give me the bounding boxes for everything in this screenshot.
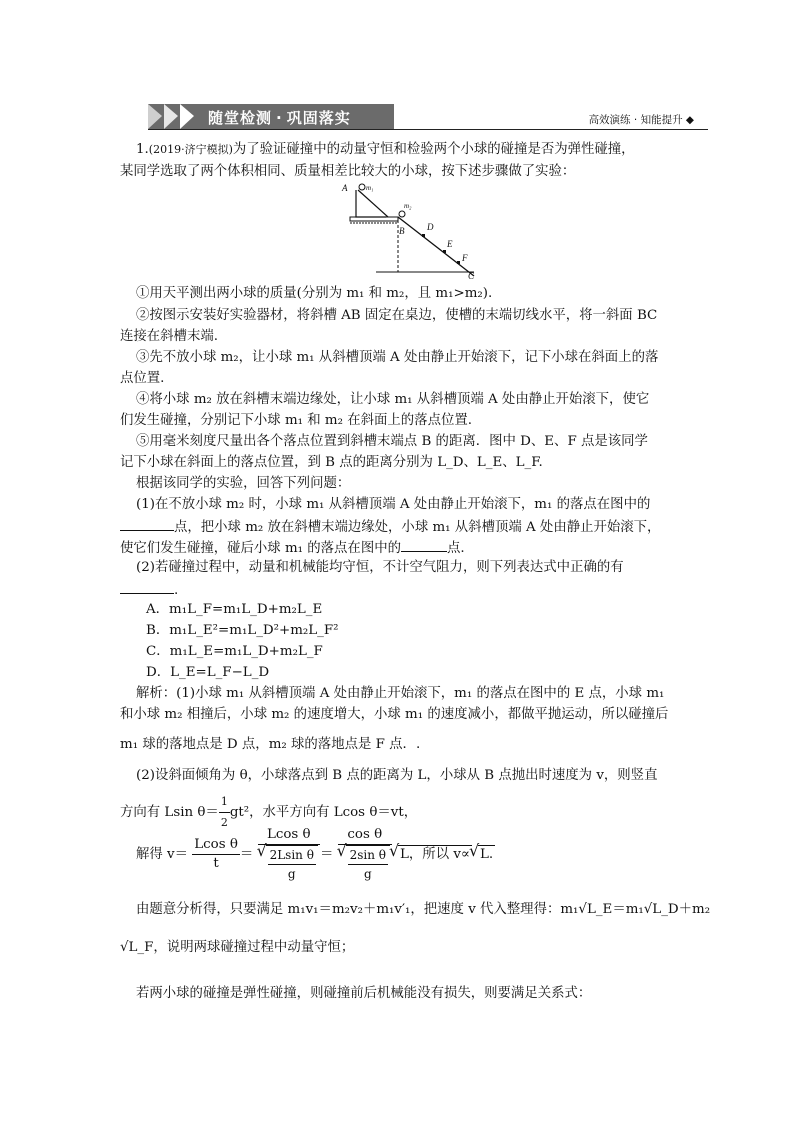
label-m2: m₂ [404, 202, 412, 210]
answer-blank-2[interactable] [401, 537, 447, 552]
step-5-cont: 记下小球在斜面上的落点位置，到 B 点的距离分别为 L_D、L_E、L_F. [120, 455, 543, 470]
label-d: D [427, 222, 434, 232]
chevron-icon [180, 104, 194, 129]
option-a: A．m₁L_F=m₁L_D+m₂L_E [146, 602, 323, 617]
solution-2: (2)设斜面倾角为 θ，小球落点到 B 点的距离为 L，小球从 B 点抛出时速度为 v，则竖直 [136, 768, 658, 783]
label-m1: m₁ [366, 184, 374, 192]
q2-line2: . [120, 579, 178, 601]
chevron-icon [164, 104, 178, 129]
solution-2b: 方向有 Lsin θ＝ $\frac{1}{2}$ gt²，水平方向有 Lcos θ＝vt， [120, 792, 417, 833]
point-e [443, 250, 446, 253]
diamond-icon: ◆ [685, 114, 694, 126]
step-2: ②按图示安装好实验器材，将斜槽 AB 固定在桌边，使槽的末端切线水平，将一斜面 BC [136, 308, 658, 323]
label-a: A [342, 183, 348, 193]
q1-line2: 点，把小球 m₂ 放在斜槽末端边缘处，小球 m₁ 从斜槽顶端 A 处由静止开始滚下， [120, 516, 660, 538]
banner-title: 随堂检测 · 巩固落实 [208, 109, 351, 127]
option-d: D．L_E=L_F−L_D [146, 665, 270, 680]
solution-1b: 和小球 m₂ 相撞后，小球 m₂ 的速度增大，小球 m₁ 的速度减小，都做平抛运动，所以碰撞后 [120, 707, 669, 722]
question-intro-2: 某同学选取了两个体积相同、质量相差比较大的小球，按下述步骤做了实验： [120, 164, 576, 179]
point-d [422, 234, 425, 237]
chute [356, 190, 386, 217]
header-rule [148, 129, 708, 130]
step-2-cont: 连接在斜槽末端. [120, 329, 218, 344]
experiment-figure [336, 180, 486, 280]
solution-3: 解得 v＝ $\frac{\text{Lcos θ}}{t}$ ＝ Lcos θ √ $\frac{\text{2Lsin θ}}{g}$ ＝ cos θ √ $\frac{\text{2sin θ}}{g}$ √ L，所以 v∝√ L. [136, 826, 495, 883]
header-right-tag: 高效演练 · 知能提升 ◆ [588, 114, 694, 126]
solution-5: 若两小球的碰撞是弹性碰撞，则碰撞前后机械能没有损失，则要满足关系式： [136, 986, 592, 1001]
step-6: 根据该同学的实验，回答下列问题： [136, 476, 351, 491]
label-c: C [468, 271, 475, 280]
chevron-icon [148, 104, 162, 129]
q2-line1: (2)若碰撞过程中，动量和机械能均守恒，不计空气阻力，则下列表达式中正确的有 [136, 560, 624, 575]
option-c: C．m₁L_E=m₁L_D+m₂L_F [146, 644, 323, 659]
step-5: ⑤用毫米刻度尺量出各个落点位置到斜槽末端点 B 的距离．图中 D、E、F 点是该同学 [136, 434, 648, 449]
table-surface [350, 217, 398, 221]
step-3: ③先不放小球 m₂，让小球 m₁ 从斜槽顶端 A 处由静止开始滚下，记下小球在斜面上的落 [136, 350, 659, 365]
solution-4b: √L_F，说明两球碰撞过程中动量守恒； [120, 940, 355, 955]
ball-m2 [399, 211, 405, 217]
section-banner [148, 104, 394, 129]
step-4-cont: 们发生碰撞，分别记下小球 m₁ 和 m₂ 在斜面上的落点位置. [120, 413, 473, 428]
solution-1: 解析：(1)小球 m₁ 从斜槽顶端 A 处由静止开始滚下，m₁ 的落点在图中的 E 点，小球 m₁ [136, 686, 665, 701]
answer-blank-1[interactable] [120, 516, 174, 531]
question-intro: 1.(2019·济宁模拟)为了验证碰撞中的动量守恒和检验两个小球的碰撞是否为弹性碰撞， [136, 142, 635, 157]
label-b: B [399, 226, 405, 236]
chute-slope [358, 190, 388, 217]
q1-line1: (1)在不放小球 m₂ 时，小球 m₁ 从斜槽顶端 A 处由静止开始滚下，m₁ 的落点在图中的 [136, 497, 651, 512]
option-b: B．m₁L_E²=m₁L_D²+m₂L_F² [146, 623, 339, 638]
solution-4: 由题意分析得，只要满足 m₁v₁＝m₂v₂＋m₁v′₁，把速度 v 代入整理得：m₁√L_E＝m₁√L_D＋m₂ [136, 902, 711, 917]
ball-m1 [359, 184, 365, 190]
step-1: ①用天平测出两小球的质量(分别为 m₁ 和 m₂，且 m₁>m₂). [136, 286, 493, 301]
q1-line3: 使它们发生碰撞，碰后小球 m₁ 的落点在图中的 点. [120, 537, 465, 559]
point-f [457, 261, 460, 264]
step-3-cont: 点位置. [120, 371, 165, 386]
label-f: F [462, 253, 468, 263]
incline-bc [398, 217, 474, 276]
step-4: ④将小球 m₂ 放在斜槽末端边缘处，让小球 m₁ 从斜槽顶端 A 处由静止开始滚下，使它 [136, 392, 650, 407]
solution-1c: m₁ 球的落地点是 D 点，m₂ 球的落地点是 F 点．. [120, 737, 421, 752]
label-e: E [447, 239, 453, 249]
answer-blank-3[interactable] [120, 579, 174, 594]
